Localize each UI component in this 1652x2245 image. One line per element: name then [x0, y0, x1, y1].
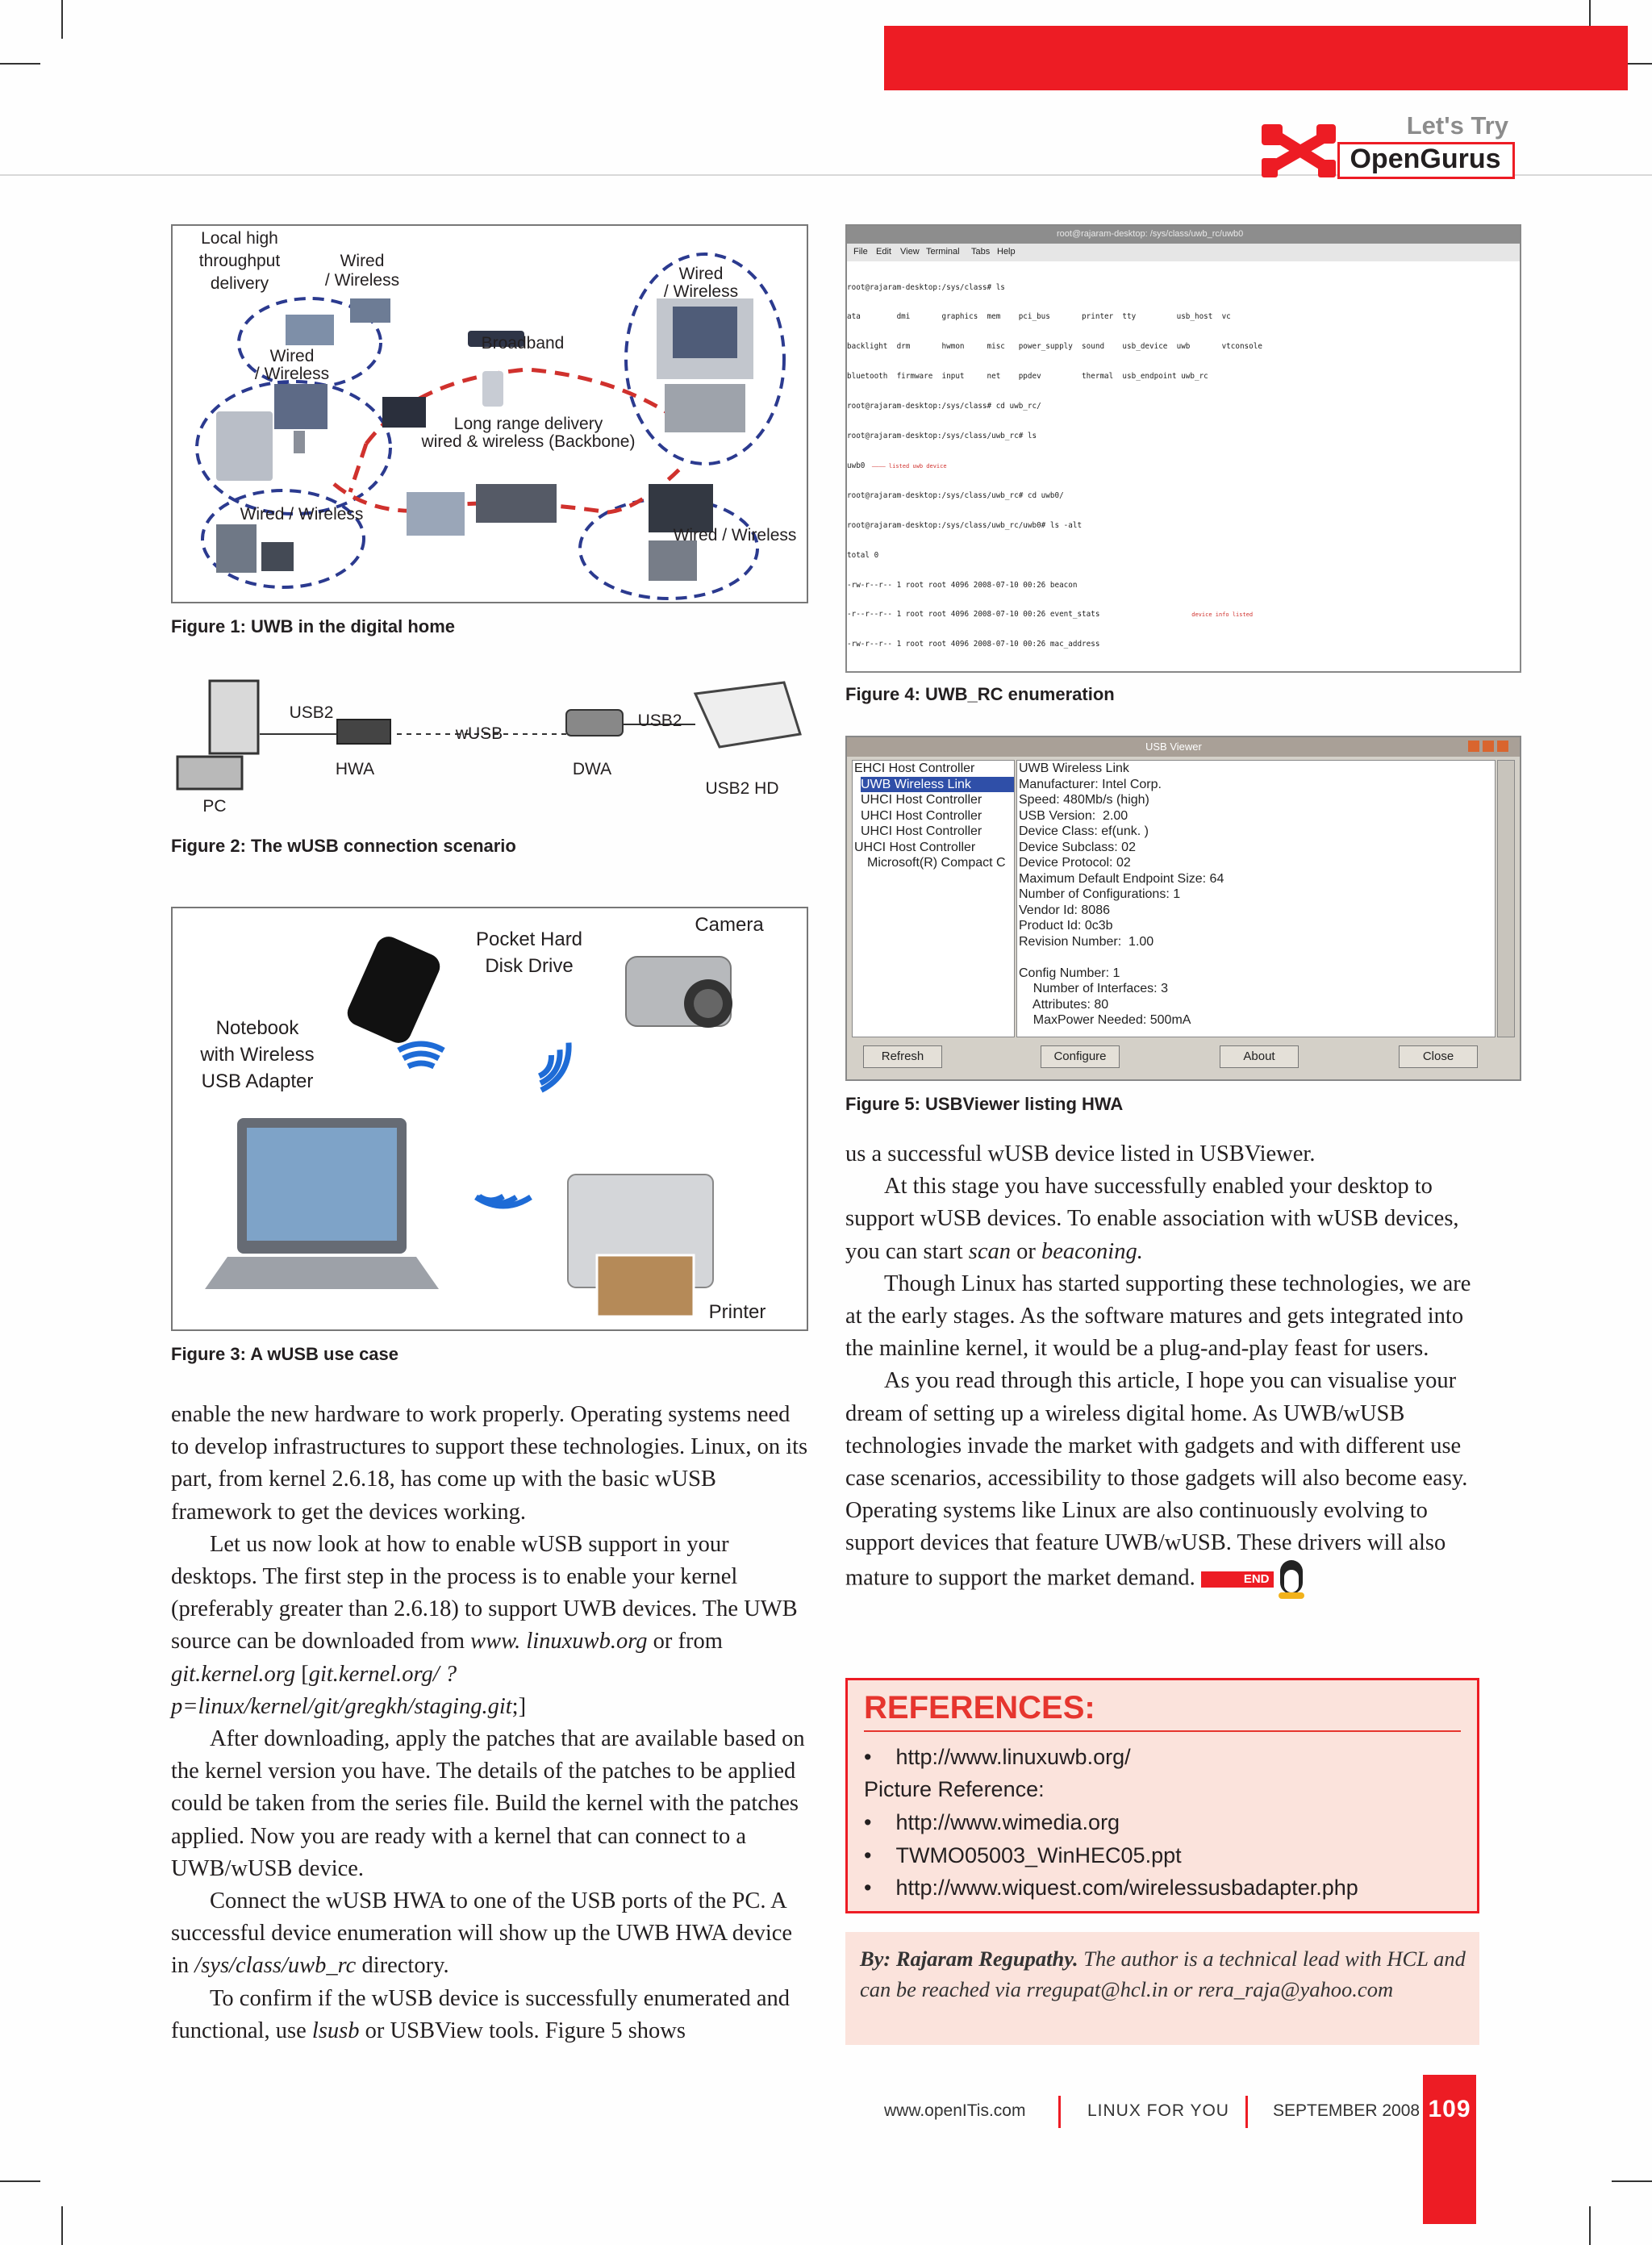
tree-item[interactable]: UHCI Host Controller	[861, 824, 982, 838]
footer-date: SEPTEMBER 2008	[1273, 2101, 1420, 2120]
info-line: Manufacturer: Intel Corp.	[1019, 777, 1162, 791]
label-line: USB Adapter	[201, 1070, 314, 1092]
reference-link[interactable]: http://www.wiquest.com/wirelessusbadapter.php	[895, 1876, 1358, 1900]
info-line	[1017, 1029, 1495, 1038]
author-name: By: Rajaram Regupathy.	[860, 1947, 1078, 1971]
header-red-bar	[884, 26, 1628, 90]
link-text[interactable]: www. linuxuwb.org	[470, 1629, 648, 1655]
info-line: Product Id: 0c3b	[1019, 919, 1113, 933]
label-line: / Wireless	[324, 271, 400, 290]
minimize-icon[interactable]	[1468, 741, 1479, 752]
terminal-line	[847, 610, 1520, 620]
usb-viewer-titlebar	[847, 737, 1520, 757]
tree-item[interactable]: Microsoft(R) Compact C	[867, 856, 1006, 870]
annotation-text: device info listed	[1191, 611, 1254, 619]
close-button[interactable]: Close	[1399, 1045, 1478, 1068]
info-line: MaxPower Needed: 500mA	[1019, 1013, 1191, 1027]
author-bio	[860, 1943, 1473, 2005]
terminal-titlebar	[847, 226, 1520, 244]
paragraph	[171, 1529, 808, 1723]
section-label: Let's Try	[1406, 111, 1508, 140]
footer-url: www.openITis.com	[884, 2101, 1026, 2120]
info-line: Number of Configurations: 1	[1019, 887, 1181, 901]
author-box	[845, 1932, 1479, 2045]
paragraph	[845, 1170, 1479, 1268]
label-wired-wireless: Wired / Wireless	[673, 526, 797, 545]
figure-2-caption: Figure 2: The wUSB connection scenario	[171, 836, 516, 856]
text-run: Let us now look at how to enable wUSB support in your desktops. The first step in the process is to enable your kernel (preferably greater than 2.6.18) to support UWB devices. The UWB source can be downloaded from	[171, 1531, 798, 1655]
terminal-line: root@rajaram-desktop:/sys/class# ls	[847, 282, 1005, 292]
label-hwa: HWA	[335, 760, 375, 778]
label-line: / Wireless	[663, 282, 739, 301]
terminal-line	[847, 461, 1520, 471]
crop-mark	[61, 2206, 63, 2245]
label-line: Wired	[678, 265, 724, 283]
label-pocket-drive	[465, 926, 594, 979]
reference-text: TWMO05003_WinHEC05.ppt	[895, 1843, 1182, 1867]
annotation-text: listed uwb device	[888, 462, 947, 469]
label-wired-wireless	[244, 345, 340, 386]
brand-name: OpenGurus	[1350, 144, 1501, 174]
info-line: UWB Wireless Link	[1019, 762, 1129, 775]
paragraph	[171, 1885, 808, 1983]
reference-item: • http://www.linuxuwb.org/	[864, 1745, 1131, 1769]
label-line: Wired	[269, 347, 315, 365]
info-line: Maximum Default Endpoint Size: 64	[1019, 871, 1224, 886]
label-local-high	[179, 227, 300, 295]
reference-item: • http://www.wiquest.com/wirelessusbadapter.php	[864, 1876, 1358, 1900]
info-line: Device Class: ef(unk. )	[1019, 824, 1149, 838]
reference-link[interactable]: http://www.wimedia.org	[895, 1810, 1120, 1834]
text-run: ;]	[511, 1693, 527, 1719]
info-line: Revision Number: 1.00	[1019, 934, 1154, 949]
configure-button[interactable]: Configure	[1041, 1045, 1120, 1068]
references-rule	[864, 1730, 1461, 1732]
figure-1-frame	[171, 224, 808, 603]
link-text[interactable]: git.kernel.org	[171, 1661, 296, 1687]
device-info-panel	[1016, 760, 1496, 1037]
annotation-listed: ———— listed uwb device	[865, 462, 947, 469]
figure-3-caption: Figure 3: A wUSB use case	[171, 1344, 399, 1364]
footer-separator	[1058, 2096, 1061, 2128]
info-line: Device Subclass: 02	[1019, 840, 1136, 854]
menu-tabs[interactable]: Tabs	[971, 247, 991, 257]
page-number: 109	[1428, 2096, 1471, 2122]
label-camera: Camera	[695, 914, 764, 936]
link-text[interactable]: git.kernel.org/ ?p=linux/kernel/git/gregkh/staging.git	[171, 1661, 512, 1719]
label-usb2-hd: USB2 HD	[705, 779, 779, 798]
maximize-icon[interactable]	[1483, 741, 1494, 752]
paragraph: enable the new hardware to work properly. Operating systems need to develop infrastructures to support these technologies. Linux, on its part, from kernel 2.6.18, has come up with the basic wUSB framework to get the devices working.	[171, 1402, 808, 1525]
penguin-icon	[1275, 1560, 1308, 1599]
picture-reference-label: Picture Reference:	[864, 1777, 1045, 1801]
label-notebook	[189, 1015, 326, 1095]
usb-viewer-window	[845, 736, 1521, 1081]
info-line: Attributes: 80	[1019, 997, 1109, 1012]
text-run: As you read through this article, I hope you can visualise your dream of setting up a wireless digital home. As UWB/wUSB technologies invade the market with gadgets and with different use case scenarios, accessibility to those gadgets will also become easy. Operating systems like Linux are also continuously evolving to support devices that feature UWB/wUSB. These drivers will also mature to support the market demand.	[845, 1368, 1468, 1591]
menu-edit[interactable]: Edit	[876, 247, 891, 257]
label-dwa: DWA	[572, 760, 612, 778]
terminal-text: uwb0	[847, 461, 866, 470]
reference-link[interactable]: http://www.linuxuwb.org/	[895, 1745, 1131, 1769]
terminal-line: backlight drm hwmon misc power_supply sound usb_device uwb vtconsole	[847, 342, 1262, 352]
left-column	[171, 1399, 808, 2047]
emphasis: beaconing.	[1041, 1238, 1143, 1264]
text-run: directory.	[356, 1953, 449, 1979]
terminal-menubar	[847, 244, 1520, 261]
text-run: or from	[647, 1629, 723, 1655]
terminal-line: total 0	[847, 550, 879, 560]
menu-terminal[interactable]: Terminal	[926, 247, 960, 257]
info-line: Vendor Id: 8086	[1019, 903, 1110, 917]
label-line: Notebook	[215, 1017, 299, 1039]
crop-mark	[1612, 2180, 1652, 2182]
paragraph	[845, 1365, 1479, 1598]
label-wired-wireless	[649, 263, 753, 303]
info-line: Speed: 480Mb/s (high)	[1019, 793, 1149, 807]
close-icon[interactable]	[1497, 741, 1508, 752]
tree-item-selected[interactable]: UWB Wireless Link	[861, 777, 1014, 793]
command-text: lsusb	[311, 2018, 360, 2043]
tree-item[interactable]: UHCI Host Controller	[861, 808, 982, 823]
terminal-text: -r--r--r-- 1 root root 4096 2008-07-10 00:26 event_stats	[847, 610, 1100, 620]
menu-view[interactable]: View	[900, 247, 920, 257]
reference-item: • TWMO05003_WinHEC05.ppt	[864, 1843, 1182, 1867]
label-line: wired & wireless (Backbone)	[421, 432, 636, 451]
terminal-line: ata dmi graphics mem pci_bus printer tty usb_host vc	[847, 312, 1231, 322]
label-usb2: USB2	[289, 703, 334, 722]
text-run: or USBView tools. Figure 5 shows	[359, 2018, 686, 2043]
author-description: The author is a technical lead with HCL and can be reached via rregupat@hcl.in or rera_raja@yahoo.com	[860, 1947, 1466, 2001]
crop-mark	[61, 0, 63, 39]
emphasis: scan	[968, 1238, 1011, 1264]
end-badge: END	[1201, 1571, 1274, 1588]
info-line: Device Protocol: 02	[1019, 856, 1131, 870]
text-run: Connect the wUSB HWA to one of the USB ports of the PC. A successful device enumeration will show up the UWB HWA device in	[171, 1888, 793, 1979]
terminal-line: -rw-r--r-- 1 root root 4096 2008-07-10 00:26 mac_address	[847, 640, 1100, 649]
label-line: with Wireless	[200, 1044, 315, 1066]
terminal-line: -rw-r--r-- 1 root root 4096 2008-07-10 00:26 beacon	[847, 580, 1078, 590]
usb-viewer-title: USB Viewer	[1145, 741, 1202, 753]
label-wired-wireless	[318, 250, 407, 292]
label-broadband: Broadband	[481, 334, 565, 353]
references-title: REFERENCES:	[864, 1690, 1095, 1725]
label-line: Local high	[201, 229, 278, 248]
label-wired-wireless: Wired / Wireless	[240, 505, 364, 524]
label-long-range	[411, 413, 645, 453]
crop-mark	[0, 2180, 40, 2182]
terminal-output	[847, 263, 1520, 666]
figure-3-frame	[171, 907, 808, 1331]
label-line: Disk Drive	[485, 955, 574, 977]
figure-5-caption: Figure 5: USBViewer listing HWA	[845, 1094, 1124, 1114]
info-line: Config Number: 1	[1019, 966, 1120, 980]
label-wusb: wUSB	[455, 724, 503, 743]
info-line: Number of Interfaces: 3	[1019, 982, 1168, 995]
wusb-connection-diagram	[171, 678, 808, 823]
menu-help[interactable]: Help	[997, 247, 1016, 257]
footer-magazine: LINUX FOR YOU	[1087, 2101, 1229, 2120]
text-run: To confirm if the wUSB device is successfully enumerated and functional, use	[171, 1985, 791, 2043]
terminal-line: root@rajaram-desktop:/sys/class/uwb_rc# ls	[847, 432, 1037, 441]
text-run: At this stage you have successfully enabled your desktop to support wUSB devices. To enable association with wUSB devices, you can start	[845, 1174, 1459, 1264]
label-line: Long range delivery	[453, 415, 603, 433]
paragraph: Though Linux has started supporting these technologies, we are at the early stages. As the software matures and gets integrated into the mainline kernel, it would be a plug-and-play feast for users.	[845, 1271, 1471, 1362]
label-usb2: USB2	[637, 711, 682, 730]
paragraph: After downloading, apply the patches that are available based on the kernel version you have. The details of the patches to be applied could be taken from the series file. Build the kernel with the patches applied. Now you are ready with a kernel that can connect to a UWB/wUSB device.	[171, 1726, 805, 1881]
terminal-line: bluetooth firmware input net ppdev thermal usb_endpoint uwb_rc	[847, 372, 1208, 382]
figure-4-caption: Figure 4: UWB_RC enumeration	[845, 684, 1115, 704]
label-line: Wired	[340, 252, 385, 270]
terminal-line: root@rajaram-desktop:/sys/class# cd uwb_rc/	[847, 402, 1041, 411]
terminal-window	[845, 224, 1521, 673]
terminal-title: root@rajaram-desktop: /sys/class/uwb_rc/uwb0	[1057, 229, 1244, 239]
text-run: [	[295, 1661, 309, 1687]
crop-mark	[0, 63, 40, 65]
tree-item[interactable]: UHCI Host Controller	[854, 840, 976, 854]
reference-item: • http://www.wimedia.org	[864, 1810, 1120, 1834]
figure-1-caption: Figure 1: UWB in the digital home	[171, 616, 455, 636]
footer-separator	[1245, 2096, 1248, 2128]
text-run: or	[1011, 1238, 1041, 1264]
refresh-button[interactable]: Refresh	[863, 1045, 942, 1068]
scrollbar[interactable]	[1497, 760, 1515, 1037]
tree-item[interactable]: EHCI Host Controller	[854, 762, 975, 775]
about-button[interactable]: About	[1220, 1045, 1299, 1068]
references-box	[845, 1678, 1479, 1913]
tools-icon	[1262, 118, 1339, 182]
paragraph	[171, 1983, 808, 2047]
info-line: USB Version: 2.00	[1019, 808, 1128, 823]
tree-item[interactable]: UHCI Host Controller	[861, 793, 982, 807]
label-printer: Printer	[708, 1301, 766, 1323]
label-line: / Wireless	[254, 365, 330, 383]
annotation-device-info	[1099, 611, 1253, 618]
label-line: delivery	[210, 274, 269, 293]
terminal-line: root@rajaram-desktop:/sys/class/uwb_rc/uwb0# ls -alt	[847, 520, 1083, 530]
crop-mark	[1589, 2206, 1591, 2245]
label-line: Pocket Hard	[475, 928, 583, 950]
paragraph: us a successful wUSB device listed in USBViewer.	[845, 1141, 1316, 1166]
label-line: throughput	[198, 252, 281, 270]
path-text: /sys/class/uwb_rc	[194, 1953, 357, 1979]
info-line	[1017, 949, 1495, 966]
device-tree	[852, 760, 1015, 1037]
menu-file[interactable]: File	[853, 247, 868, 257]
right-column	[845, 1138, 1479, 1599]
terminal-line: root@rajaram-desktop:/sys/class/uwb_rc# cd uwb0/	[847, 490, 1064, 500]
label-pc: PC	[202, 797, 227, 816]
